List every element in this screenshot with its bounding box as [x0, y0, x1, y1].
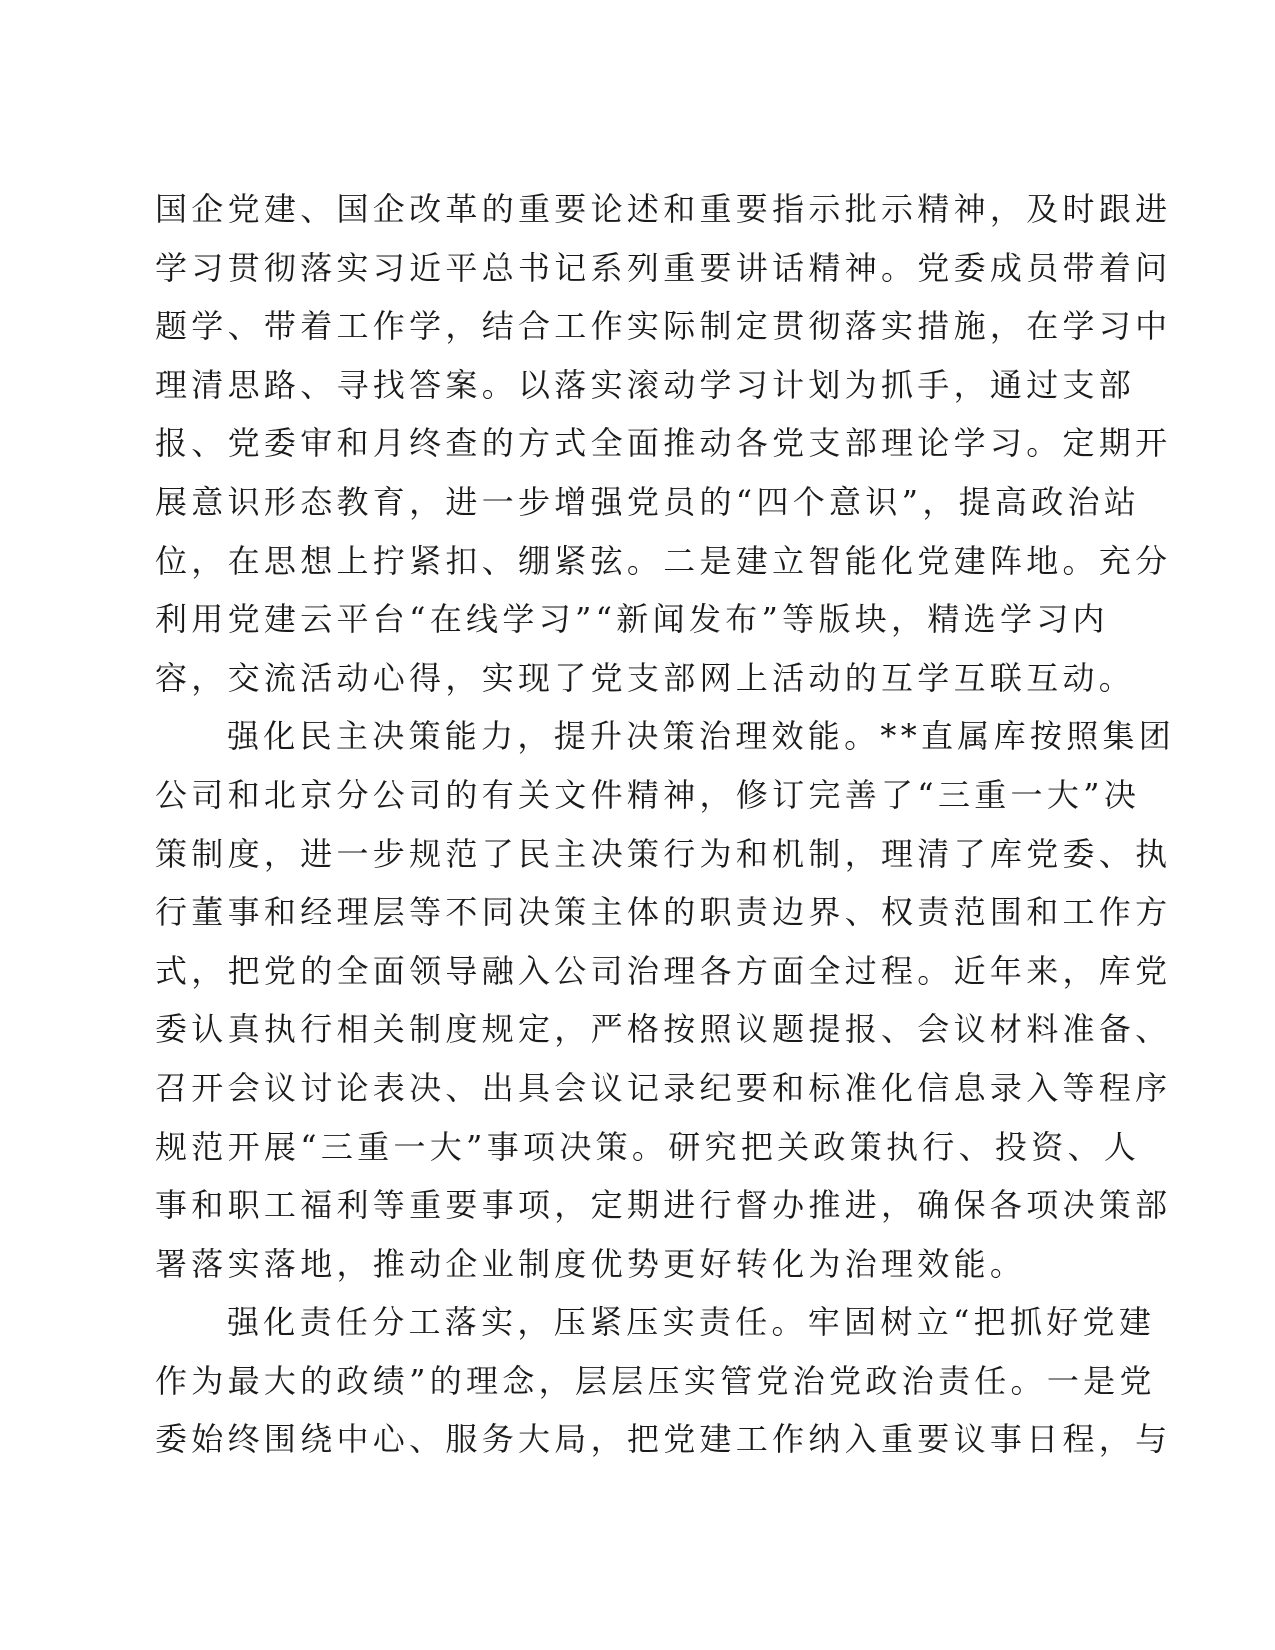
- text-line: 行董事和经理层等不同决策主体的职责边界、权责范围和工作方: [155, 893, 1172, 932]
- text-line: 国企党建、国企改革的重要论述和重要指示批示精神，及时跟进: [155, 190, 1172, 228]
- text-line: 召开会议讨论表决、出具会议记录纪要和标准化信息录入等程序: [155, 1068, 1172, 1107]
- text-line: 作为最大的政绩”的理念，层层压实管党治党政治责任。一是党: [155, 1361, 1156, 1400]
- text-line: 事和职工福利等重要事项，定期进行督办推进，确保各项决策部: [155, 1186, 1172, 1225]
- text-line: 委认真执行相关制度规定，严格按照议题提报、会议材料准备、: [155, 1010, 1172, 1049]
- text-line: 题学、带着工作学，结合工作实际制定贯彻落实措施，在学习中: [155, 307, 1172, 346]
- text-line: 委始终围绕中心、服务大局，把党建工作纳入重要议事日程，与: [155, 1420, 1172, 1459]
- text-line: 策制度，进一步规范了民主决策行为和机制，理清了库党委、执: [155, 834, 1172, 873]
- text-line: 展意识形态教育，进一步增强党员的“四个意识”，提高政治站: [155, 482, 1141, 521]
- text-line: 规范开展“三重一大”事项决策。研究把关政策执行、投资、人: [155, 1127, 1141, 1166]
- paragraph-start-line: 强化民主决策能力，提升决策治理效能。**直属库按照集团: [227, 717, 1176, 756]
- text-line: 报、党委审和月终查的方式全面推动各党支部理论学习。定期开: [155, 424, 1172, 463]
- text-line: 公司和北京分公司的有关文件精神，修订完善了“三重一大”决: [155, 775, 1141, 814]
- text-line: 位，在思想上拧紧扣、绷紧弦。二是建立智能化党建阵地。充分: [155, 541, 1172, 580]
- text-line: 式，把党的全面领导融入公司治理各方面全过程。近年来，库党: [155, 951, 1172, 990]
- paragraph-start-line: 强化责任分工落实，压紧压实责任。牢固树立“把抓好党建: [227, 1303, 1156, 1342]
- text-line: 容，交流活动心得，实现了党支部网上活动的互学互联互动。: [155, 658, 1136, 697]
- document-body: [155, 180, 1176, 1469]
- text-line: 利用党建云平台“在线学习”“新闻发布”等版块，精选学习内: [155, 600, 1109, 639]
- text-line: 学习贯彻落实习近平总书记系列重要讲话精神。党委成员带着问: [155, 248, 1172, 287]
- text-line: 理清思路、寻找答案。以落实滚动学习计划为抓手，通过支部: [155, 365, 1136, 404]
- text-line: 署落实落地，推动企业制度优势更好转化为治理效能。: [155, 1244, 1027, 1283]
